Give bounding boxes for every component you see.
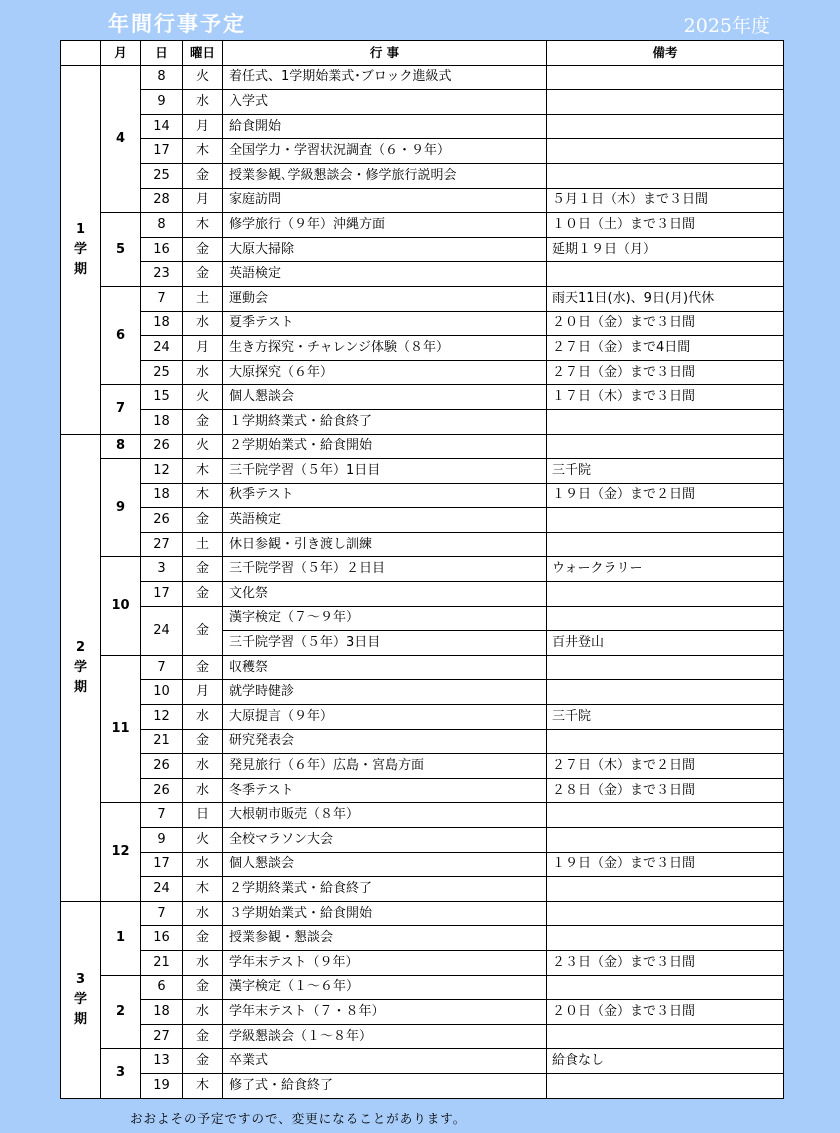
note-cell: ５月１日（木）まで３日間 [547,188,784,213]
day-cell: 6 [141,975,183,1000]
table-row [61,139,784,164]
event-cell: 学級懇談会（１～８年） [223,1024,547,1049]
month-cell: 5 [101,213,141,287]
weekday-cell: 水 [183,901,223,926]
table-row [61,311,784,336]
note-cell [547,803,784,828]
table-row [61,483,784,508]
weekday-cell: 水 [183,360,223,385]
month-header: 月 [101,41,141,66]
note-header: 備考 [547,41,784,66]
day-cell: 18 [141,409,183,434]
table-row [61,90,784,115]
weekday-cell: 木 [183,213,223,238]
note-cell: １９日（金）まで２日間 [547,483,784,508]
note-cell: 百井登山 [547,631,784,656]
day-cell: 17 [141,139,183,164]
table-row [61,803,784,828]
term-cell [61,434,101,901]
day-cell: 3 [141,557,183,582]
day-cell: 12 [141,705,183,730]
event-cell: 学年末テスト（９年） [223,950,547,975]
term-label: 2学期 [73,639,87,695]
note-cell [547,532,784,557]
weekday-cell: 水 [183,90,223,115]
weekday-cell: 水 [183,852,223,877]
table-row [61,385,784,410]
month-cell: 8 [101,434,141,459]
event-cell: 発見旅行（６年）広島・宮島方面 [223,754,547,779]
day-cell: 26 [141,434,183,459]
weekday-cell: 水 [183,950,223,975]
day-cell: 18 [141,1000,183,1025]
event-cell: 三千院学習（５年）２日目 [223,557,547,582]
table-row [61,336,784,361]
weekday-cell: 木 [183,1073,223,1098]
event-cell: ２学期始業式・給食開始 [223,434,547,459]
weekday-cell: 水 [183,311,223,336]
month-cell: 11 [101,655,141,803]
note-cell: ２７日（金）まで３日間 [547,360,784,385]
weekday-cell: 木 [183,139,223,164]
note-cell: 三千院 [547,459,784,484]
table-row [61,360,784,385]
note-cell [547,729,784,754]
table-row [61,901,784,926]
table-row [61,582,784,607]
term-header [61,41,101,66]
event-cell: 漢字検定（１～６年） [223,975,547,1000]
weekday-cell: 金 [183,262,223,287]
day-cell: 25 [141,360,183,385]
day-cell: 8 [141,213,183,238]
day-cell: 7 [141,803,183,828]
day-cell: 26 [141,778,183,803]
table-row [61,655,784,680]
day-cell: 10 [141,680,183,705]
weekday-header: 曜日 [183,41,223,66]
note-cell: 給食なし [547,1049,784,1074]
day-cell: 27 [141,1024,183,1049]
weekday-cell: 金 [183,729,223,754]
weekday-cell: 水 [183,778,223,803]
note-cell [547,434,784,459]
event-cell: 大原提言（９年） [223,705,547,730]
table-row [61,262,784,287]
weekday-cell: 金 [183,975,223,1000]
weekday-cell: 木 [183,877,223,902]
school-year: 2025年度 [683,15,770,37]
event-cell: 収穫祭 [223,655,547,680]
note-cell: 延期１９日（月） [547,237,784,262]
day-cell: 21 [141,729,183,754]
table-row [61,950,784,975]
day-cell: 16 [141,926,183,951]
weekday-cell: 金 [183,1049,223,1074]
event-cell: 休日参観・引き渡し訓練 [223,532,547,557]
day-cell: 12 [141,459,183,484]
table-row [61,286,784,311]
event-cell: 入学式 [223,90,547,115]
weekday-cell: 土 [183,532,223,557]
term-cell [61,901,101,1098]
day-cell: 18 [141,311,183,336]
weekday-cell: 月 [183,336,223,361]
day-cell: 17 [141,852,183,877]
note-cell [547,926,784,951]
event-cell: 秋季テスト [223,483,547,508]
note-cell [547,975,784,1000]
table-row [61,606,784,631]
event-cell: 冬季テスト [223,778,547,803]
day-cell: 24 [141,877,183,902]
day-cell: 18 [141,483,183,508]
weekday-cell: 金 [183,606,223,655]
day-cell: 14 [141,114,183,139]
term-label: 3学期 [73,971,87,1027]
month-cell: 7 [101,385,141,434]
event-cell: 大原探究（６年） [223,360,547,385]
day-cell: 9 [141,90,183,115]
event-cell: 三千院学習（５年）1日目 [223,459,547,484]
weekday-cell: 金 [183,582,223,607]
event-cell: 卒業式 [223,1049,547,1074]
weekday-cell: 水 [183,754,223,779]
event-cell: 給食開始 [223,114,547,139]
table-row [61,877,784,902]
event-cell: 修了式・給食終了 [223,1073,547,1098]
table-row [61,975,784,1000]
weekday-cell: 火 [183,434,223,459]
table-row [61,434,784,459]
note-cell: ２７日（金）まで4日間 [547,336,784,361]
note-cell [547,90,784,115]
event-cell: 研究発表会 [223,729,547,754]
note-cell [547,606,784,631]
day-cell: 7 [141,286,183,311]
day-cell: 19 [141,1073,183,1098]
table-row [61,729,784,754]
table-row [61,532,784,557]
event-cell: 夏季テスト [223,311,547,336]
day-cell: 9 [141,828,183,853]
page-title: 年間行事予定 [108,12,246,36]
term-cell [61,65,101,434]
event-cell: 家庭訪問 [223,188,547,213]
table-row [61,163,784,188]
table-row [61,778,784,803]
table-row [61,557,784,582]
day-cell: 15 [141,385,183,410]
footer-note: おおよその予定ですので、変更になることがあります。 [130,1111,467,1126]
day-cell: 26 [141,754,183,779]
note-cell: ２７日（木）まで２日間 [547,754,784,779]
weekday-cell: 月 [183,680,223,705]
weekday-cell: 金 [183,655,223,680]
event-cell: 大原大掃除 [223,237,547,262]
note-cell [547,582,784,607]
event-cell: 個人懇談会 [223,852,547,877]
day-cell: 27 [141,532,183,557]
weekday-cell: 水 [183,1000,223,1025]
month-cell: 2 [101,975,141,1049]
note-cell [547,163,784,188]
schedule-body [61,65,784,1098]
note-cell [547,114,784,139]
note-cell [547,65,784,90]
event-cell: １学期終業式・給食終了 [223,409,547,434]
weekday-cell: 金 [183,163,223,188]
note-cell [547,139,784,164]
table-row [61,1049,784,1074]
note-cell: ２０日（金）まで３日間 [547,1000,784,1025]
table-row [61,1073,784,1098]
table-row [61,409,784,434]
day-cell: 25 [141,163,183,188]
table-row [61,754,784,779]
event-cell: 三千院学習（５年）3日目 [223,631,547,656]
note-cell: ２３日（金）まで３日間 [547,950,784,975]
weekday-cell: 金 [183,1024,223,1049]
event-cell: 修学旅行（９年）沖縄方面 [223,213,547,238]
table-row [61,705,784,730]
term-label: 1学期 [73,221,87,277]
day-cell: 7 [141,901,183,926]
month-cell: 12 [101,803,141,901]
weekday-cell: 月 [183,114,223,139]
note-cell [547,1024,784,1049]
day-cell: 26 [141,508,183,533]
month-cell: 3 [101,1049,141,1098]
weekday-cell: 日 [183,803,223,828]
day-header: 日 [141,41,183,66]
event-cell: 英語検定 [223,508,547,533]
weekday-cell: 金 [183,508,223,533]
schedule-table [60,40,784,1099]
weekday-cell: 水 [183,705,223,730]
table-row [61,508,784,533]
event-cell: 授業参観・懇談会 [223,926,547,951]
event-cell: 運動会 [223,286,547,311]
weekday-cell: 金 [183,409,223,434]
weekday-cell: 金 [183,557,223,582]
event-cell: 大根朝市販売（８年） [223,803,547,828]
header-row [61,41,784,66]
note-cell: 三千院 [547,705,784,730]
day-cell: 7 [141,655,183,680]
table-row [61,188,784,213]
table-row [61,828,784,853]
weekday-cell: 火 [183,385,223,410]
event-cell: 全国学力・学習状況調査（６・９年） [223,139,547,164]
table-row [61,1024,784,1049]
weekday-cell: 火 [183,828,223,853]
day-cell: 21 [141,950,183,975]
table-row [61,114,784,139]
note-cell [547,680,784,705]
event-cell: 個人懇談会 [223,385,547,410]
note-cell: ２８日（金）まで３日間 [547,778,784,803]
note-cell: ２０日（金）まで３日間 [547,311,784,336]
event-cell: ３学期始業式・給食開始 [223,901,547,926]
day-cell: 8 [141,65,183,90]
weekday-cell: 月 [183,188,223,213]
event-cell: 文化祭 [223,582,547,607]
note-cell [547,901,784,926]
note-cell [547,655,784,680]
table-row [61,1000,784,1025]
month-cell: 10 [101,557,141,655]
table-row [61,680,784,705]
table-row [61,65,784,90]
note-cell [547,877,784,902]
note-cell [547,828,784,853]
event-cell: 授業参観､学級懇談会・修学旅行説明会 [223,163,547,188]
day-cell: 17 [141,582,183,607]
month-cell: 6 [101,286,141,384]
day-cell: 24 [141,336,183,361]
weekday-cell: 金 [183,237,223,262]
table-row [61,459,784,484]
event-cell: 学年末テスト（７・８年） [223,1000,547,1025]
event-cell: 全校マラソン大会 [223,828,547,853]
event-cell: 漢字検定（７～９年） [223,606,547,631]
event-cell: ２学期終業式・給食終了 [223,877,547,902]
note-cell [547,262,784,287]
month-cell: 1 [101,901,141,975]
note-cell [547,409,784,434]
note-cell [547,508,784,533]
event-header: 行 事 [223,41,547,66]
day-cell: 24 [141,606,183,655]
note-cell: １７日（木）まで３日間 [547,385,784,410]
day-cell: 23 [141,262,183,287]
weekday-cell: 金 [183,926,223,951]
event-cell: 英語検定 [223,262,547,287]
event-cell: 生き方探究・チャレンジ体験（８年） [223,336,547,361]
table-row [61,852,784,877]
weekday-cell: 木 [183,483,223,508]
event-cell: 着任式、1学期始業式･ブロック進級式 [223,65,547,90]
day-cell: 13 [141,1049,183,1074]
table-row [61,213,784,238]
note-cell: １０日（土）まで３日間 [547,213,784,238]
month-cell: 4 [101,65,141,213]
table-row [61,237,784,262]
month-cell: 9 [101,459,141,557]
note-cell: １９日（金）まで３日間 [547,852,784,877]
note-cell: 雨天11日(水)、9日(月)代休 [547,286,784,311]
table-row [61,926,784,951]
day-cell: 28 [141,188,183,213]
weekday-cell: 火 [183,65,223,90]
note-cell [547,1073,784,1098]
weekday-cell: 土 [183,286,223,311]
day-cell: 16 [141,237,183,262]
event-cell: 就学時健診 [223,680,547,705]
weekday-cell: 木 [183,459,223,484]
note-cell: ウォークラリー [547,557,784,582]
